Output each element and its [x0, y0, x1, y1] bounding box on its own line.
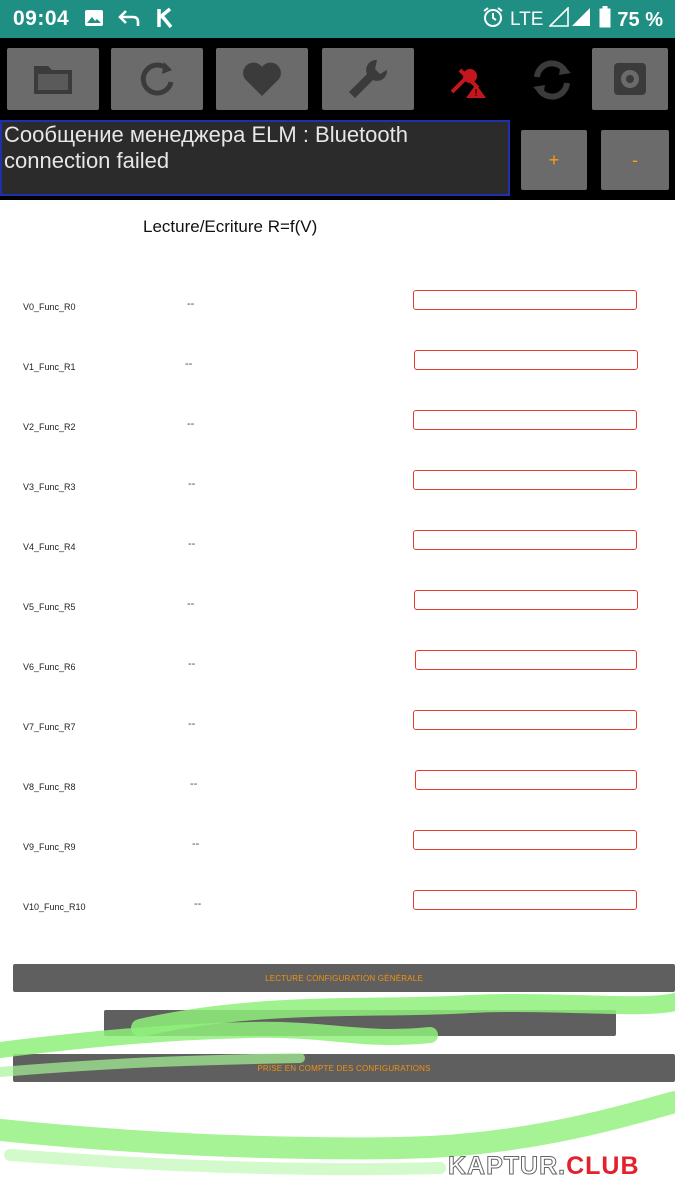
- settings-button[interactable]: [592, 48, 668, 110]
- row-input[interactable]: [413, 830, 637, 850]
- table-row: [0, 770, 675, 810]
- row-value: --: [192, 838, 200, 850]
- table-row: [0, 650, 675, 690]
- battery-percent: 75 %: [617, 8, 663, 31]
- signal-icon: [549, 7, 593, 33]
- row-input[interactable]: [413, 470, 637, 490]
- row-label: V10_Func_R10: [23, 902, 86, 912]
- table-row: [0, 710, 675, 750]
- row-value: --: [185, 358, 193, 370]
- table-row: [0, 830, 675, 870]
- share-arrow-icon: [118, 8, 140, 33]
- table-row: [0, 410, 675, 450]
- row-label: V8_Func_R8: [23, 782, 76, 792]
- row-value: --: [194, 898, 202, 910]
- page-title: Lecture/Ecriture R=f(V): [143, 217, 318, 236]
- row-value: --: [187, 298, 195, 310]
- minus-button[interactable]: -: [601, 130, 669, 190]
- status-time: 09:04: [13, 7, 70, 30]
- row-label: V5_Func_R5: [23, 602, 76, 612]
- alarm-icon: [482, 6, 504, 34]
- refresh-icon: [134, 56, 180, 102]
- toolbar: [0, 38, 675, 200]
- row-input[interactable]: [414, 590, 638, 610]
- row-label: V0_Func_R0: [23, 302, 76, 312]
- refresh-button[interactable]: [111, 48, 203, 110]
- row-input[interactable]: [413, 410, 637, 430]
- table-row: [0, 530, 675, 570]
- row-input[interactable]: [414, 350, 638, 370]
- row-label: V4_Func_R4: [23, 542, 76, 552]
- row-value: --: [187, 598, 195, 610]
- row-value: --: [188, 538, 196, 550]
- gear-icon: [607, 56, 653, 102]
- row-label: V7_Func_R7: [23, 722, 76, 732]
- table-row: [0, 470, 675, 510]
- row-label: V1_Func_R1: [23, 362, 76, 372]
- favorite-button[interactable]: [216, 48, 308, 110]
- row-input[interactable]: [415, 650, 637, 670]
- wrench-icon: [345, 56, 391, 102]
- row-input[interactable]: [413, 290, 637, 310]
- status-bar: [0, 0, 675, 38]
- row-input[interactable]: [415, 770, 637, 790]
- bluetooth-error-icon: [442, 54, 494, 106]
- row-value: --: [188, 478, 196, 490]
- k-app-icon: [156, 7, 174, 34]
- row-input[interactable]: [413, 890, 637, 910]
- table-row: [0, 890, 675, 930]
- tools-button[interactable]: [322, 48, 414, 110]
- heart-icon: [239, 56, 285, 102]
- table-row: [0, 290, 675, 330]
- battery-icon: [599, 6, 611, 34]
- hidden-action-button[interactable]: [104, 1010, 616, 1036]
- elm-message-box: Сообщение менеджера ELM : Bluetooth connection failed: [0, 120, 510, 196]
- kaptur-club-watermark: [448, 1152, 640, 1181]
- row-label: V9_Func_R9: [23, 842, 76, 852]
- row-value: --: [188, 718, 196, 730]
- watermark-part2: CLUB: [566, 1152, 640, 1180]
- table-row: [0, 350, 675, 390]
- apply-configurations-button[interactable]: PRISE EN COMPTE DES CONFIGURATIONS: [13, 1054, 675, 1082]
- row-value: --: [190, 778, 198, 790]
- watermark-part1: KAPTUR.: [448, 1152, 567, 1180]
- row-input[interactable]: [413, 530, 637, 550]
- row-label: V6_Func_R6: [23, 662, 76, 672]
- svg-text:!: !: [474, 88, 479, 99]
- row-label: V2_Func_R2: [23, 422, 76, 432]
- folder-icon: [30, 56, 76, 102]
- row-input[interactable]: [413, 710, 637, 730]
- row-value: --: [187, 418, 195, 430]
- plus-button[interactable]: +: [521, 130, 587, 190]
- open-folder-button[interactable]: [7, 48, 99, 110]
- sync-icon[interactable]: [526, 54, 578, 106]
- image-icon: [84, 8, 104, 33]
- row-label: V3_Func_R3: [23, 482, 76, 492]
- row-value: --: [188, 658, 196, 670]
- network-type: LTE: [509, 9, 544, 30]
- table-row: [0, 590, 675, 630]
- read-general-config-button[interactable]: LECTURE CONFIGURATION GÉNÉRALE: [13, 964, 675, 992]
